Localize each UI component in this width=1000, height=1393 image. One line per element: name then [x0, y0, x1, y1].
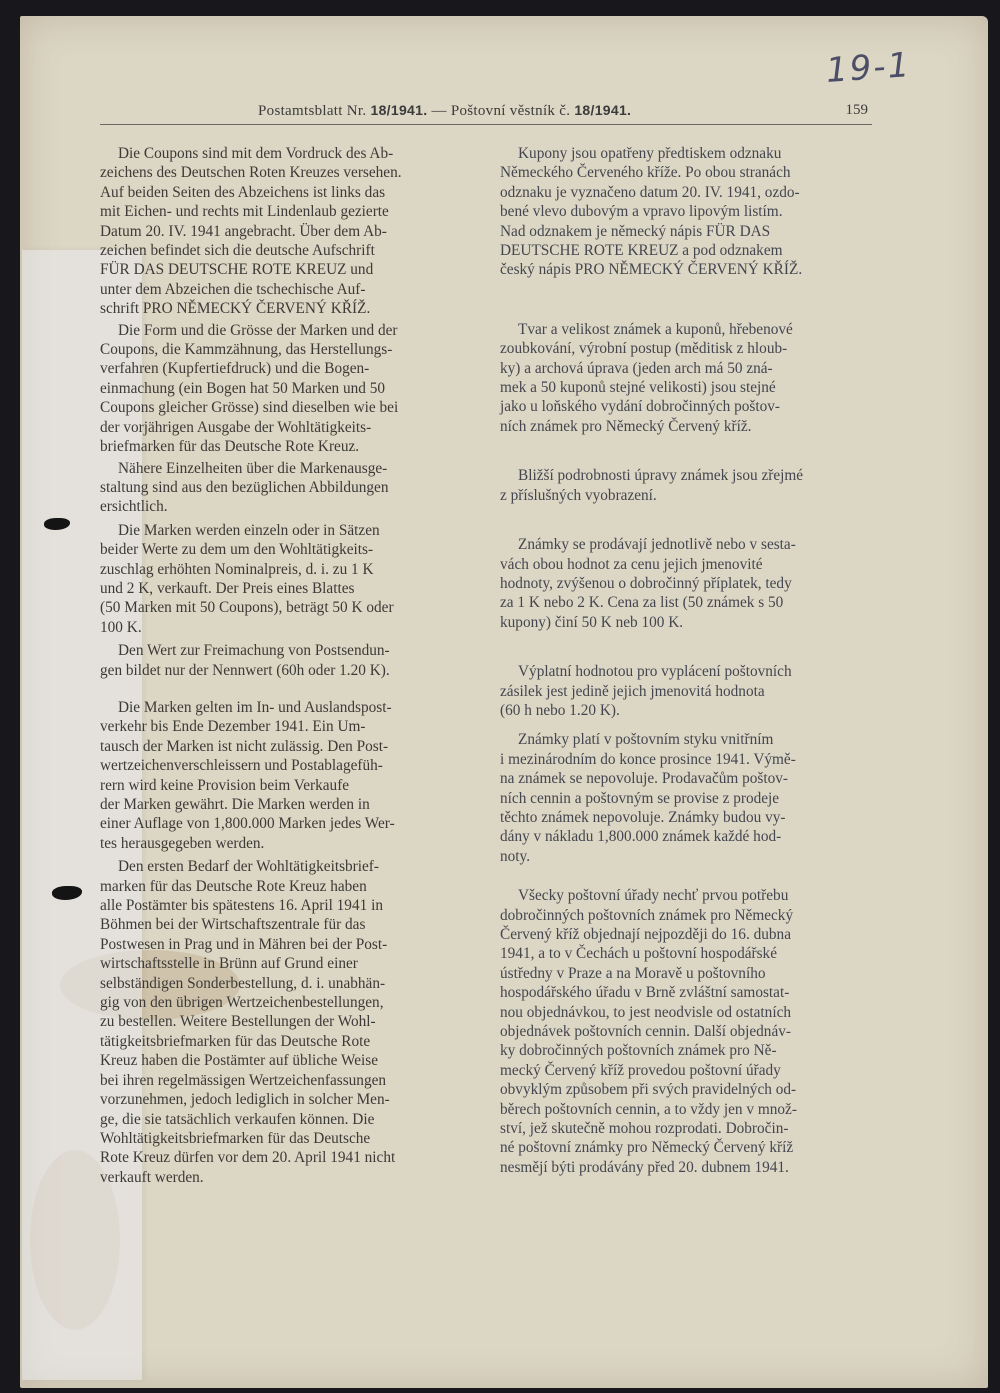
german-paragraph: Den Wert zur Freimachung von Postsendun- gen bildet nur der Nennwert (60h oder 1.20 K). [100, 642, 390, 679]
title-separator: — [427, 103, 451, 119]
czech-column [500, 144, 872, 1177]
german-paragraph: Die Form und die Grösse der Marken und der Coupons, die Kammzähnung, das Herstellungs- verfahren (Kupfertiefdruck) und die Bogen- einmachung (ein Bogen hat 50 Marken und 50 Coupons gleicher Grösse) sind dieselben wie bei der vorjährigen Ausgabe der Wohltätigkeits- briefmarken für das Deutsche Rote Kreuz. [100, 321, 399, 456]
czech-issue-number: 18/1941. [574, 102, 632, 118]
german-issue-number: 18/1941. [370, 102, 428, 118]
czech-paragraph: Všecky poštovní úřady nechť prvou potřebu dobročinných poštovních známek pro Německý Červený kříž objednají nejpozději do 16. dubna 1941, a to v Čechách u poštovní hospodářské ústředny v Praze a na Moravě u poštovního hospodářského úřadu v Brně zvláštní samostat- nou objednávkou, to jest neodvisle od ostatních objednávek poštovních cennin. Další objednáv- ky dobročinných poštovních známek pro Ně- mecký Červený kříž provedou poštovní úřady obvyklým způsobem při svých pravidelných od- běrech poštovních cennin, a to vždy jen v množ- ství, jež skutečně mohou rozprodati. Dobročin- né poštovní známky pro Německý Červený kříž nesmějí býti prodávány před 20. dubnem 1941. [500, 887, 797, 1176]
handwritten-annotation: 19-1 [824, 45, 913, 91]
czech-paragraph: Známky se prodávají jednotlivě nebo v sesta- vách obou hodnot za cenu jejich jmenovité hodnoty, zvýšenou o dobročinný příplatek, tedy za 1 K nebo 2 K. Cena za list (50 známek s 50 kupony) činí 50 K neb 100 K. [500, 536, 796, 631]
german-paragraph: Nähere Einzelheiten über die Markenausge- staltung sind aus den bezüglichen Abbildungen ersichtlich. [100, 459, 389, 516]
czech-paragraph: Výplatní hodnotou pro vyplácení poštovních zásilek jest jedině jejich jmenovitá hodnota (60 h nebo 1.20 K). [500, 663, 792, 719]
czech-paragraph: Tvar a velikost známek a kuponů, hřebenové zoubkování, výrobní postup (měditisk z hloub- ky) a archová úprava (jeden arch má 50 zná- mek a 50 kuponů stejné velikosti) jsou stejné jako u loňského vydání dobročinných poštov- ních známek pro Německý Červený kříž. [500, 320, 793, 435]
running-head [258, 102, 631, 120]
german-column [100, 144, 478, 1187]
german-paragraph: Die Marken gelten im In- und Auslandspost- verkehr bis Ende Dezember 1941. Ein Um- tausch der Marken ist nicht zulässig. Den Post- wertzeichenverschleissern und Postablagefüh- rern wird keine Provision beim Verkaufe der Marken gewährt. Die Marken werden in einer Auflage von 1,800.000 Marken jedes Wer- tes herausgegeben werden. [100, 698, 395, 852]
czech-title: Poštovní věstník č. [450, 103, 571, 119]
german-paragraph: Den ersten Bedarf der Wohltätigkeitsbrief- marken für das Deutsche Rote Kreuz haben alle Postämter bis spätestens 16. April 1941 in Böhmen bei der Wirtschaftszentrale für das Postwesen in Prag und in Mähren bei der Post- wirtschaftsstelle in Brünn auf Grund einer selbständigen Sonderbestellung, d. i. unabhän- gig von den übrigen Wertzeichenbestellungen, zu bestellen. Weitere Bestellungen der Wohl- tätigkeitsbriefmarken für das Deutsche Rote Kreuz haben die Postämter auf übliche Weise bei ihren regelmässigen Wertzeichenfassungen vorzunehmen, jedoch lediglich in solcher Men- ge, die sie tatsächlich verkaufen können. Die Wohltätigkeitsbriefmarken für das Deutsche Rote Kreuz dürfen vor dem 20. April 1941 nicht verkauft werden. [100, 858, 396, 1186]
page-header [100, 100, 872, 125]
czech-paragraph: Známky platí v poštovním styku vnitřním i mezinárodním do konce prosince 1941. Výmě- na známek se nepovoluje. Prodavačům poštov- ních cennin a poštovným se provise z prodeje těchto známek nepovoluje. Známky budou vy- dány v nákladu 1,800.000 známek každé hod- noty. [500, 731, 796, 865]
german-paragraph: Die Marken werden einzeln oder in Sätzen beider Werte zu dem um den Wohltätigkeits- zuschlag erhöhten Nominalpreis, d. i. zu 1 K und 2 K, verkauft. Der Preis eines Blattes (50 Marken mit 50 Coupons), beträgt 50 K oder 100 K. [100, 521, 394, 636]
czech-paragraph: Bližší podrobnosti úpravy známek jsou zřejmé z příslušných vyobrazení. [500, 467, 804, 504]
german-paragraph: Die Coupons sind mit dem Vordruck des Ab- zeichens des Deutschen Roten Kreuzes versehen. Auf beiden Seiten des Abzeichens ist links das mit Eichen- und rechts mit Lindenlaub gezierte Datum 20. IV. 1941 angebracht. Über dem Ab- zeichen befindet sich die deutsche Aufschrift FÜR DAS DEUTSCHE ROTE KREUZ und unter dem Abzeichen die tschechische Auf- schrift PRO NĚMECKÝ ČERVENÝ KŘÍŽ. [100, 145, 402, 318]
czech-paragraph: Kupony jsou opatřeny předtiskem odznaku Německého Červeného kříže. Po obou stranách odznaku je vyznačeno datum 20. IV. 1941, ozdo- bené vlevo dubovým a vpravo lipovým listím. Nad odznakem je německý nápis FÜR DAS DEUTSCHE ROTE KREUZ a pod odznakem český nápis PRO NĚMECKÝ ČERVENÝ KŘÍŽ. [500, 145, 803, 279]
page-number: 159 [845, 102, 868, 118]
german-title: Postamtsblatt Nr. [258, 103, 367, 119]
